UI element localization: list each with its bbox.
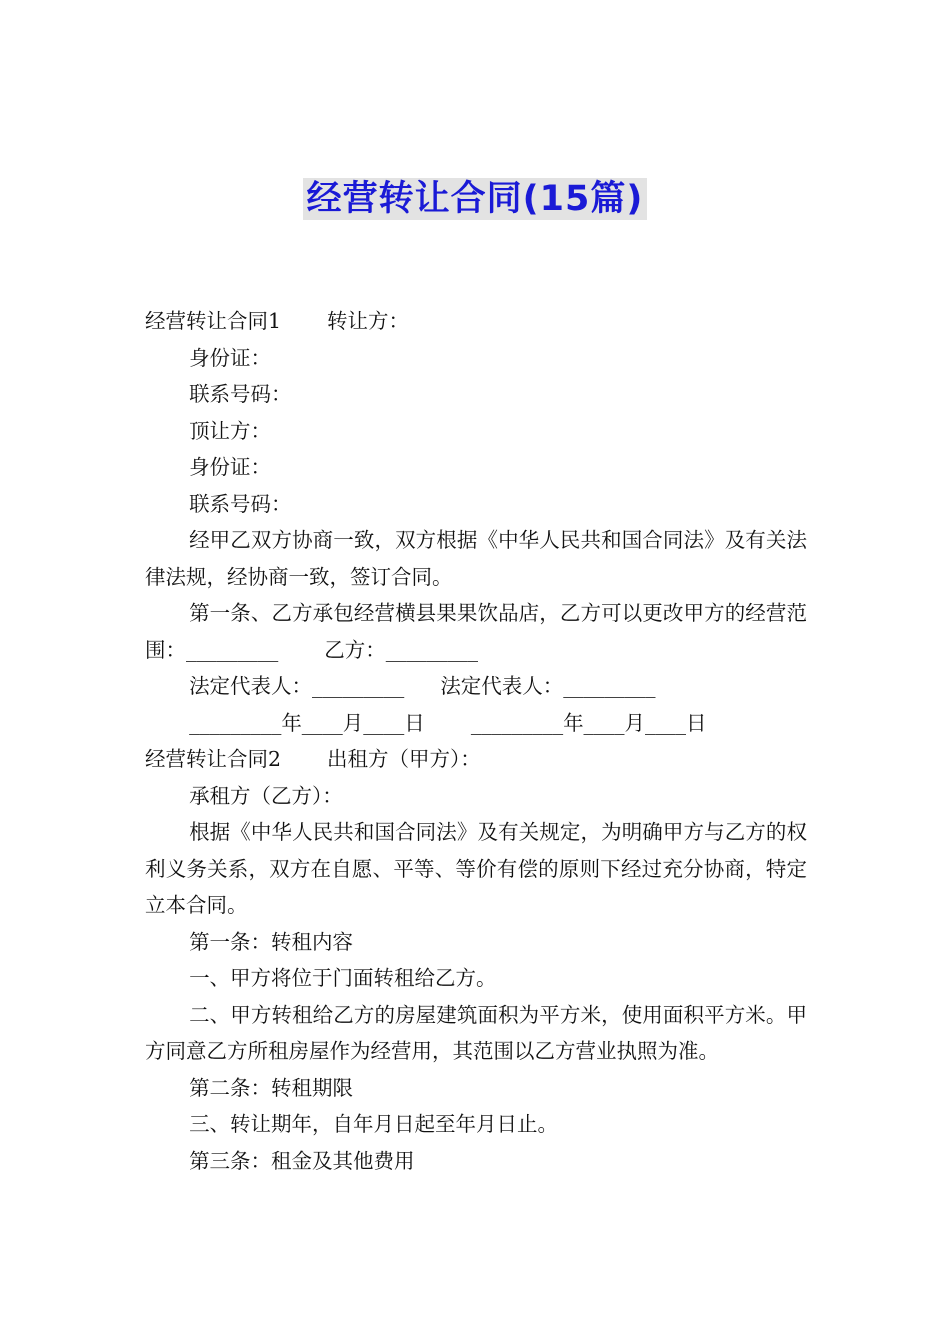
transferor-label: 转让方： (327, 309, 410, 333)
phone-line-2: 联系号码： (189, 491, 292, 516)
article-2-heading: 第二条：转租期限 (189, 1075, 354, 1100)
date-a: _________年____月____日 (189, 710, 425, 735)
legal-rep-b: 法定代表人：_________ (440, 674, 656, 698)
lessor-label: 出租方（甲方）： (327, 747, 481, 771)
item-2: 二、甲方转租给乙方的房屋建筑面积为平方米，使用面积平方米。甲方同意乙方所租房屋作为经营用，其范围以乙方营业执照为准。 (145, 1002, 807, 1063)
contract1-article-1 (145, 595, 807, 668)
document-title: 经营转让合同(15篇) (303, 178, 648, 220)
id-line-2: 身份证： (189, 455, 272, 479)
article-3-heading: 第三条：租金及其他费用 (189, 1148, 415, 1173)
lessee-label: 承租方（乙方）： (189, 783, 343, 808)
legal-rep-line (145, 668, 807, 705)
party-b-field: 乙方：_________ (324, 637, 478, 662)
item-3: 三、转让期年，自年月日起至年月日止。 (189, 1112, 559, 1136)
contract2-intro: 根据《中华人民共和国合同法》及有关规定，为明确甲方与乙方的权利义务关系，双方在自愿、平等、等价有偿的原则下经过充分协商，特定立本合同。 (145, 820, 807, 917)
contract2-heading: 经营转让合同2 (145, 747, 282, 771)
date-line (145, 705, 807, 742)
legal-rep-a: 法定代表人：_________ (189, 674, 405, 698)
article-1-text: 第一条、乙方承包经营横县果果饮品店，乙方可以更改甲方的经营范围：_________ (145, 601, 807, 662)
title-container (0, 178, 950, 220)
document-body (145, 303, 807, 1179)
contract2-heading-line (145, 741, 807, 778)
id-line-1: 身份证： (189, 345, 272, 370)
transferee-label: 顶让方： (189, 418, 272, 443)
phone-line-1: 联系号码： (189, 382, 292, 406)
contract1-heading-line (145, 303, 807, 340)
contract1-heading: 经营转让合同1 (145, 309, 282, 333)
item-1: 一、甲方将位于门面转租给乙方。 (189, 966, 497, 990)
article-1-heading: 第一条：转租内容 (189, 929, 354, 954)
contract1-paragraph-1: 经甲乙双方协商一致，双方根据《中华人民共和国合同法》及有关法律法规，经协商一致，签订合同。 (145, 528, 807, 589)
date-b: _________年____月____日 (470, 710, 707, 735)
